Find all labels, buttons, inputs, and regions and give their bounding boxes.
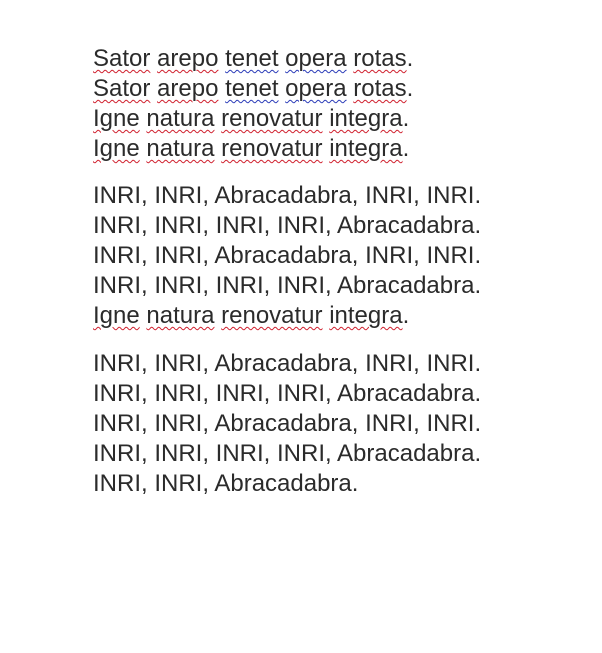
- flagged-word: integra: [329, 105, 403, 132]
- text-line: [93, 271, 481, 301]
- text-run: .: [402, 302, 410, 329]
- flagged-word: Igne: [93, 135, 140, 162]
- text-run: .: [402, 105, 410, 132]
- flagged-word: arepo: [157, 45, 219, 72]
- flagged-word: opera: [285, 45, 347, 72]
- text-run: INRI, INRI, INRI, INRI, Abracadabra.: [93, 440, 482, 467]
- text-run: .: [402, 135, 410, 162]
- flagged-word: Igne: [93, 105, 140, 132]
- text-run: INRI, INRI, Abracadabra, INRI, INRI.: [93, 350, 482, 377]
- text-line: [93, 439, 481, 469]
- text-line: [93, 181, 481, 211]
- text-line: [93, 301, 481, 331]
- text-run: INRI, INRI, INRI, INRI, Abracadabra.: [93, 212, 482, 239]
- flagged-word: natura: [146, 105, 215, 132]
- flagged-word: renovatur: [221, 105, 323, 132]
- stanza-2: [93, 181, 481, 331]
- text-line: [93, 211, 481, 241]
- text-line: [93, 349, 481, 379]
- text-run: .: [406, 45, 414, 72]
- flagged-word: integra: [329, 302, 403, 329]
- flagged-word: Sator: [93, 75, 151, 102]
- text-run: .: [406, 75, 414, 102]
- text-line: [93, 379, 481, 409]
- flagged-word: rotas: [353, 45, 407, 72]
- flagged-word: renovatur: [221, 135, 323, 162]
- flagged-word: arepo: [157, 75, 219, 102]
- flagged-word: tenet: [225, 45, 279, 72]
- text-run: INRI, INRI, INRI, INRI, Abracadabra.: [93, 380, 482, 407]
- text-line: [93, 409, 481, 439]
- text-run: INRI, INRI, Abracadabra, INRI, INRI.: [93, 410, 482, 437]
- text-line: [93, 241, 481, 271]
- flagged-word: opera: [285, 75, 347, 102]
- flagged-word: tenet: [225, 75, 279, 102]
- text-line: [93, 134, 413, 164]
- text-run: INRI, INRI, INRI, INRI, Abracadabra.: [93, 272, 482, 299]
- flagged-word: Sator: [93, 45, 151, 72]
- stanza-1: [93, 44, 413, 164]
- flagged-word: integra: [329, 135, 403, 162]
- text-run: INRI, INRI, Abracadabra, INRI, INRI.: [93, 182, 482, 209]
- text-line: [93, 44, 413, 74]
- text-line: [93, 469, 481, 499]
- text-run: INRI, INRI, Abracadabra.: [93, 470, 359, 497]
- flagged-word: natura: [146, 302, 215, 329]
- flagged-word: Igne: [93, 302, 140, 329]
- text-run: INRI, INRI, Abracadabra, INRI, INRI.: [93, 242, 482, 269]
- text-line: [93, 74, 413, 104]
- flagged-word: natura: [146, 135, 215, 162]
- text-line: [93, 104, 413, 134]
- stanza-3: [93, 349, 481, 499]
- flagged-word: rotas: [353, 75, 407, 102]
- flagged-word: renovatur: [221, 302, 323, 329]
